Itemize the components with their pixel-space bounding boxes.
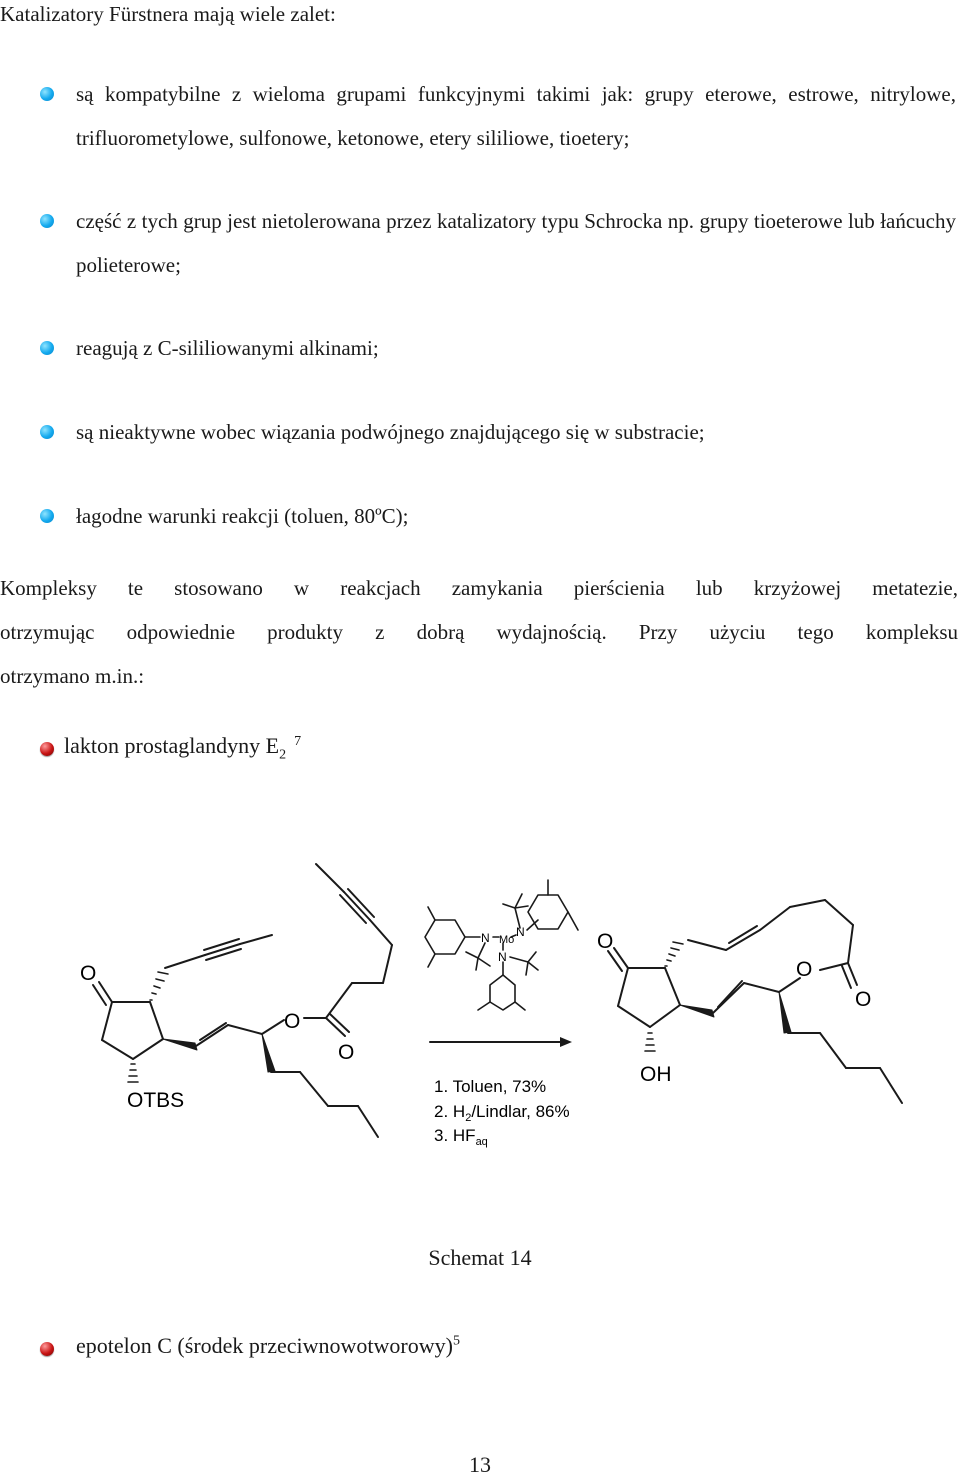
red-bullet-icon bbox=[40, 1342, 54, 1356]
bullet-text: są nieaktywne wobec wiązania podwójnego znajdującego się w substracie; bbox=[76, 420, 705, 444]
bullet-text: reagują z C-sililiowanymi alkinami; bbox=[76, 336, 379, 360]
bullet-text: są kompatybilne z wieloma grupami funkcyjnymi takimi jak: grupy eterowe, estrowe, nitrylowe, trifluorometylowe, sulfonowe, ketonowe, etery sililiowe, tioetery; bbox=[76, 82, 956, 150]
reactant-otbs: OTBS bbox=[127, 1089, 185, 1112]
catalyst-n3: N bbox=[498, 950, 507, 964]
catalyst-n2: N bbox=[516, 925, 525, 939]
paragraph-line: otrzymując odpowiednie produkty z dobrą wydajnością. Przy użyciu tego kompleksu bbox=[0, 620, 958, 644]
product-hydroxyl: OH bbox=[640, 1063, 672, 1086]
reactant-hashed-bond bbox=[150, 972, 168, 1000]
reactant-ester-o2: O bbox=[338, 1041, 355, 1064]
paragraph-line: Kompleksy te stosowano w reakcjach zamykania pierścienia lub krzyżowej metatezie, bbox=[0, 576, 958, 600]
paragraph-line: otrzymano m.in.: bbox=[0, 664, 145, 688]
bullet-text: część z tych grup jest nietolerowana przez katalizatory typu Schrocka np. grupy tioeterowe lub łańcuchy polieterowe; bbox=[76, 209, 956, 277]
condition-step-1: 1. Toluen, 73% bbox=[434, 1077, 547, 1096]
scheme-caption: Schemat 14 bbox=[428, 1245, 532, 1270]
reactant-ester-o1: O bbox=[284, 1010, 301, 1033]
intro-text: Katalizatory Fürstnera mają wiele zalet: bbox=[0, 2, 336, 26]
list-item-label bbox=[76, 1333, 460, 1359]
catalyst-mo: Mo bbox=[499, 934, 515, 946]
footnote-ref: 7 bbox=[294, 733, 302, 749]
reactant-hashed-otbs bbox=[128, 1064, 138, 1082]
page-number: 13 bbox=[469, 1452, 491, 1477]
product-ketone-o: O bbox=[597, 930, 614, 953]
product-ring-o: O bbox=[796, 958, 813, 981]
bullet-text: łagodne warunki reakcji (toluen, 80ºC); bbox=[76, 504, 409, 528]
reactant-alkyne bbox=[165, 935, 272, 968]
condition-step-2: 2. $H_2$/Lindlar, 86% bbox=[434, 1102, 570, 1124]
reactant-ketone-o: O bbox=[80, 962, 97, 985]
footnote-ref: 5 bbox=[452, 1333, 460, 1349]
subscript: 2 bbox=[279, 747, 287, 763]
catalyst-n1: N bbox=[481, 931, 490, 945]
product-carbonyl-o: O bbox=[855, 988, 872, 1011]
list-item-text: lakton prostaglandyny E bbox=[64, 733, 280, 758]
list-item-text: epotelon C (środek przeciwnowotworowy) bbox=[76, 1333, 453, 1358]
condition-step-3: 3. $HF_{aq}$ bbox=[434, 1126, 488, 1148]
